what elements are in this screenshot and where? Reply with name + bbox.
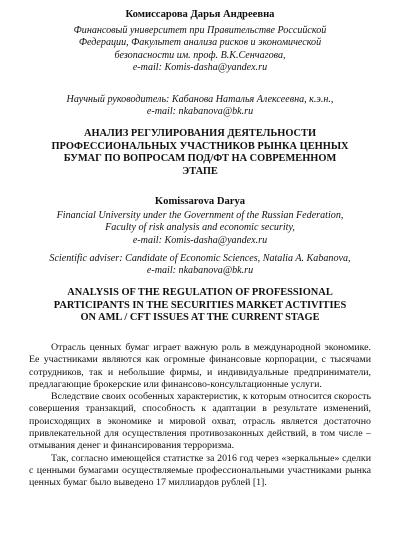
paper-title-en-line: ANALYSIS OF THE REGULATION OF PROFESSIONAL — [67, 287, 333, 298]
advisor-en-email: e-mail: nkabanova@bk.ru — [146, 265, 254, 277]
affiliation-ru-line: Финансовый университет при Правительстве Российской — [73, 25, 327, 36]
paper-title-en-line: ON AML / CFT ISSUES AT THE CURRENT STAGE — [80, 312, 320, 324]
advisor-ru — [14, 94, 386, 119]
paper-title-ru-line: БУМАГ ПО ВОПРОСАМ ПОД/ФТ НА СОВРЕМЕННОМ — [63, 153, 337, 165]
affiliation-ru-email: e-mail: Komis-dasha@yandex.ru — [132, 62, 268, 74]
affiliation-ru-line: Федерации, Факультет анализа рисков и экономической — [78, 37, 322, 49]
paper-title-ru-line: ЭТАПЕ — [182, 165, 218, 177]
paper-title-ru-line: АНАЛИЗ РЕГУЛИРОВАНИЯ ДЕЯТЕЛЬНОСТИ — [83, 128, 317, 139]
author-name-ru: Комиссарова Дарья Андреевна — [125, 9, 275, 20]
affiliation-en-email: e-mail: Komis-dasha@yandex.ru — [132, 234, 268, 246]
body-paragraph: Вследствие своих особенных характеристик, к которым относится скорость совершения транзакций, способность к адаптации в результате изменений, происходящих в экономике и мировой охват, отрасль является достаточно привлекательной для осуществления противозаконных действий, в том числе – отмывания денег и финансирования терроризма. — [29, 391, 371, 452]
affiliation-en-line: Financial University under the Government of the Russian Federation, — [56, 210, 344, 221]
paper-title-en-line: PARTICIPANTS IN THE SECURITIES MARKET ACTIVITIES — [53, 299, 347, 311]
advisor-en-line: Scientific adviser: Candidate of Economic Sciences, Natalia A. Kabanova, — [49, 253, 351, 264]
author-name-en: Komissarova Darya — [154, 196, 246, 207]
paper-title-en — [14, 287, 386, 325]
paper-title-ru — [14, 128, 386, 178]
paper-title-ru-line: ПРОФЕССИОНАЛЬНЫХ УЧАСТНИКОВ РЫНКА ЦЕННЫХ — [51, 140, 349, 152]
affiliation-en — [14, 210, 386, 247]
affiliation-ru — [14, 25, 386, 75]
advisor-ru-line: Научный руководитель: Кабанова Наталья Алексеевна, к.э.н., — [66, 94, 334, 105]
affiliation-ru-line: безопасности им. проф. В.К.Сенчагова, — [114, 49, 286, 61]
body-text — [29, 342, 371, 490]
body-paragraph: Так, согласно имеющейся статистке за 2016 год через «зеркальные» сделки с ценными бумагами осуществляемые профессиональными участниками рынка ценных бумаг было выведено 17 миллиардов рублей [1]. — [29, 452, 371, 489]
advisor-en — [14, 253, 386, 278]
body-paragraph: Отрасль ценных бумаг играет важную роль в международной экономике. Ее участниками являются как огромные финансовые корпорации, с тысячами сотрудников, так и небольшие фирмы, и индивидуальные предприниматели, предлагающие брокерские или финансово-консультационные услуги. — [29, 342, 371, 390]
affiliation-en-line: Faculty of risk analysis and economic security, — [105, 222, 295, 234]
advisor-ru-email: e-mail: nkabanova@bk.ru — [146, 106, 254, 118]
